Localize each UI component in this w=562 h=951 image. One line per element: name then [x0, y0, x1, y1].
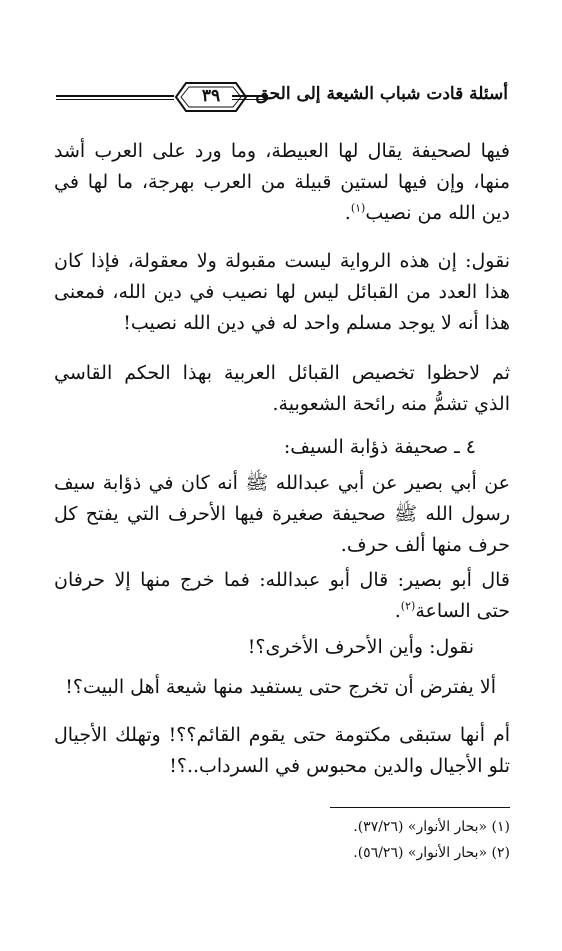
running-header — [56, 78, 508, 118]
footnote-ref-2: (٢) — [400, 599, 416, 613]
paragraph-text: ثم لاحظوا تخصيص القبائل العربية بهذا الحكم القاسي الذي تشمُّ منه رائحة الشعوبية. — [54, 362, 510, 415]
paragraph-text: قال أبو بصير: قال أبو عبدالله: فما خرج منها إلا حرفان حتى الساعة — [54, 569, 510, 622]
page-number: ٣٩ — [201, 86, 221, 106]
paragraph-text: عن أبي بصير عن أبي عبدالله ﷺ أنه كان في ذؤابة سيف رسول الله ﷺ صحيفة صغيرة فيها الأحرف التي يفتح كل حرف منها ألف حرف. — [54, 472, 510, 556]
footnote-separator — [330, 807, 510, 808]
paragraph-text: فيها لصحيفة يقال لها العبيطة، وما ورد على العرب أشد منها، وإن فيها لستين قبيلة من العرب بهرجة، ما لها في دين الله من نصيب — [54, 140, 510, 224]
header-rule-left-thin — [56, 99, 174, 100]
paragraph-tail: . — [344, 202, 351, 224]
paragraph-question-qaim — [54, 720, 510, 782]
footnote-ref-1: (١) — [350, 201, 366, 215]
header-rule-left — [56, 95, 174, 97]
paragraph-text: أم أنها ستبقى مكتومة حتى يقوم القائم؟؟! وتهلك الأجيال تلو الأجيال والدين محبوس في السرداب..؟! — [54, 724, 510, 777]
section-heading: ٤ ـ صحيفة ذؤابة السيف: — [283, 436, 476, 458]
paragraph-abu-basir-narration — [54, 468, 510, 561]
footnote-2: (٢) «بحار الأنوار» (٥٦/٢٦). — [353, 845, 510, 861]
paragraph-text: نقول: وأين الأحرف الأخرى؟! — [247, 636, 474, 658]
paragraph-two-letters — [54, 565, 510, 627]
section-heading-sword-scroll — [54, 432, 476, 463]
paragraph-question-letters — [54, 632, 474, 663]
paragraph-text: ألا يفترض أن تخرج حتى يستفيد منها شيعة أهل البيت؟! — [65, 676, 496, 698]
paragraph-commentary-tribes — [54, 246, 510, 339]
footnotes — [54, 814, 510, 866]
paragraph-question-shia — [54, 672, 496, 703]
paragraph-abitah-excerpt — [54, 136, 510, 229]
footnote-1: (١) «بحار الأنوار» (٣٧/٢٦). — [353, 819, 510, 835]
paragraph-shuubiyya — [54, 358, 510, 420]
page-number-badge — [174, 80, 248, 114]
paragraph-text: نقول: إن هذه الرواية ليست مقبولة ولا معقولة، فإذا كان هذا العدد من القبائل ليس لها نصيب في دين الله، فمعنى هذا أنه لا يوجد مسلم واحد له في دين الله نصيب! — [54, 250, 510, 334]
book-title: أسئلة قادت شباب الشيعة إلى الحق — [255, 84, 508, 104]
paragraph-tail: . — [394, 600, 401, 622]
